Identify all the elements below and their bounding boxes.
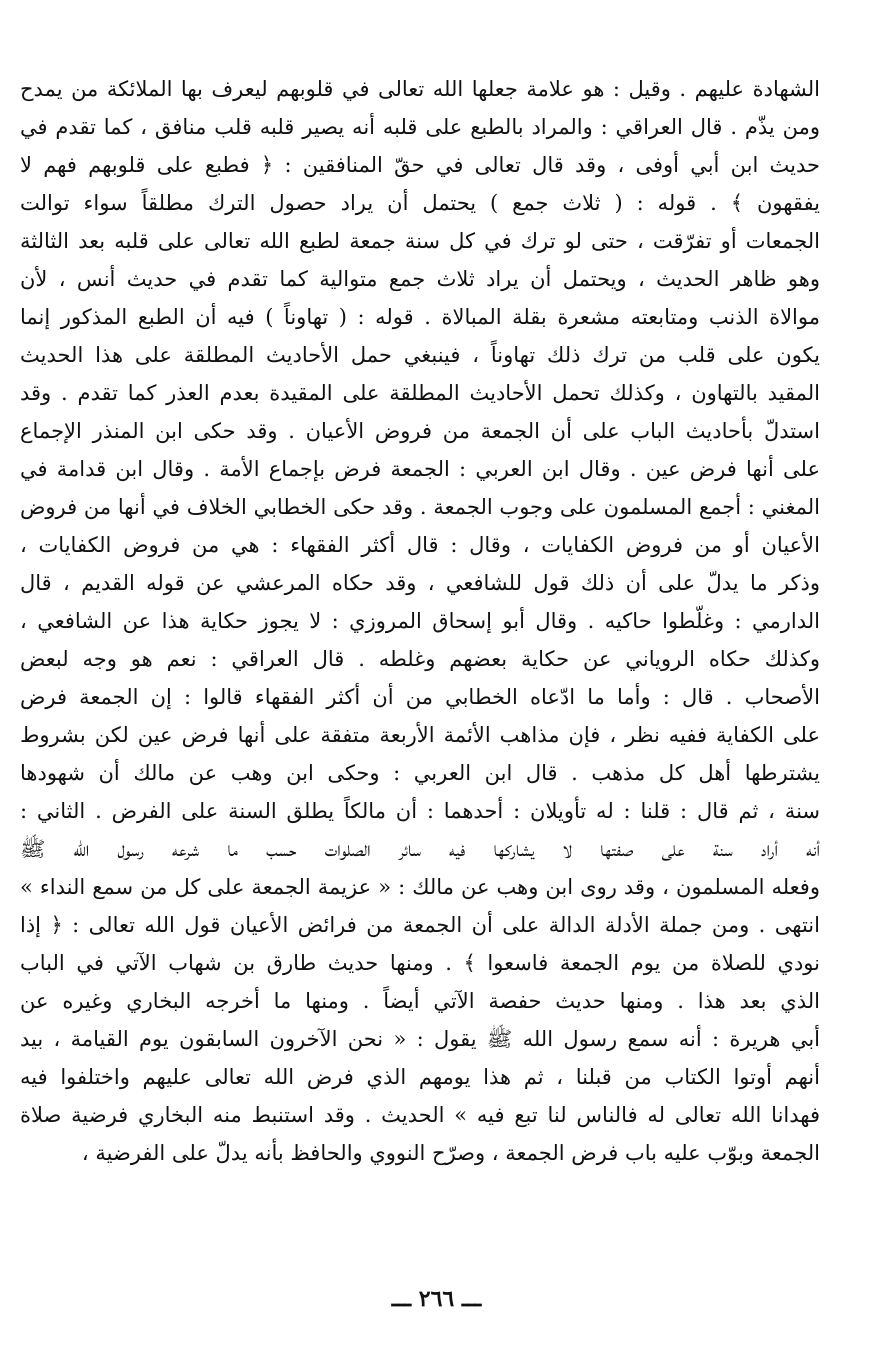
body-text bbox=[20, 70, 820, 1172]
text-line: الدارمي : وغلّطوا حاكيه . وقال أبو إسحاق المروزي : لا يجوز حكاية هذا عن الشافعي ، bbox=[20, 609, 820, 633]
text-line: المغني : أجمع المسلمون على وجوب الجمعة . وقد حكى الخطابي الخلاف في أنها من فروض bbox=[20, 495, 820, 519]
text-line: سنة ، ثم قال : قلنا : له تأويلان : أحدهما : أن مالكاً يطلق السنة على الفرض . الثاني : bbox=[20, 799, 820, 823]
text-line: الجمعة وبوّب عليه باب فرض الجمعة ، وصرّح النووي والحافظ بأنه يدلّ على الفرضية ، bbox=[81, 1141, 820, 1165]
text-line: يفقهون ﴾ . قوله : ( ثلاث جمع ) يحتمل أن يراد حصول الترك مطلقاً سواء توالت bbox=[20, 191, 820, 215]
text-line: يكون على قلب من ترك ذلك تهاوناً ، فينبغي حمل الأحاديث المطلقة على هذا الحديث bbox=[20, 343, 820, 367]
text-line: أنهم أوتوا الكتاب من قبلنا ، ثم هذا يومهم الذي فرض الله تعالى عليهم واختلفوا فيه bbox=[20, 1065, 820, 1089]
text-line: الأصحاب . قال : وأما ما ادّعاه الخطابي من أن أكثر الفقهاء قالوا : إن الجمعة فرض bbox=[20, 685, 820, 709]
text-line: نودي للصلاة من يوم الجمعة فاسعوا ﴾ . ومنها حديث طارق بن شهاب الآتي في الباب bbox=[20, 951, 820, 975]
text-line: على الكفاية ففيه نظر ، فإن مذاهب الأئمة الأربعة متفقة على أنها فرض عين لكن بشروط bbox=[20, 723, 820, 747]
text-line: الشهادة عليهم . وقيل : هو علامة جعلها الله تعالى في قلوبهم ليعرف بها الملائكة من يمدح bbox=[20, 77, 820, 101]
text-line: الذي بعد هذا . ومنها حديث حفصة الآتي أيضاً . ومنها ما أخرجه البخاري وغيره عن bbox=[20, 989, 820, 1013]
text-line: وهو ظاهر الحديث ، ويحتمل أن يراد ثلاث جمع متوالية كما تقدم في حديث أنس ، لأن bbox=[20, 267, 820, 291]
text-line: ومن يذّم . قال العراقي : والمراد بالطبع على قلبه أنه يصير قلبه قلب منافق ، كما تقدم في bbox=[20, 115, 820, 139]
page-number: ـــ ٢٦٦ ـــ bbox=[391, 1286, 482, 1312]
text-line: الأعيان أو من فروض الكفايات ، وقال : قال أكثر الفقهاء : هي من فروض الكفايات ، bbox=[20, 533, 820, 557]
text-line: أبي هريرة : أنه سمع رسول الله ﷺ يقول : « نحن الآخرون السابقون يوم القيامة ، بيد bbox=[20, 1027, 820, 1051]
text-line: على أنها فرض عين . وقال ابن العربي : الجمعة فرض بإجماع الأمة . وقال ابن قدامة في bbox=[20, 457, 820, 481]
text-line: استدلّ بأحاديث الباب على أن الجمعة من فروض الأعيان . وقد حكى ابن المنذر الإجماع bbox=[20, 419, 820, 443]
text-line: الجمعات أو تفرّقت ، حتى لو ترك في كل سنة جمعة لطبع الله تعالى على قلبه بعد الثالثة bbox=[20, 229, 820, 253]
text-line: حديث ابن أبي أوفى ، وقد قال تعالى في حقّ المنافقين : ﴿ فطبع على قلوبهم فهم لا bbox=[20, 153, 820, 177]
text-line: أنه أراد سنة على صفتها لا يشاركها فيه سائر الصلوات حسب ما شرعه رسول الله ﷺ bbox=[20, 837, 820, 861]
text-line: وكذلك حكاه الروياني عن حكاية بعضهم وغلطه . قال العراقي : نعم هو وجه لبعض bbox=[20, 647, 820, 671]
text-line: وفعله المسلمون ، وقد روى ابن وهب عن مالك : « عزيمة الجمعة على كل من سمع النداء » bbox=[20, 875, 820, 899]
text-line: موالاة الذنب ومتابعته مشعرة بقلة المبالاة . قوله : ( تهاوناً ) فيه أن الطبع المذكور إنما bbox=[20, 305, 820, 329]
text-line: وذكر ما يدلّ على أن ذلك قول للشافعي ، وقد حكاه المرعشي عن قوله القديم ، قال bbox=[20, 571, 820, 595]
text-line: يشترطها أهل كل مذهب . قال ابن العربي : وحكى ابن وهب عن مالك أن شهودها bbox=[20, 761, 820, 785]
text-line: فهدانا الله تعالى له فالناس لنا تبع فيه » الحديث . وقد استنبط منه البخاري فرضية صلاة bbox=[20, 1103, 820, 1127]
text-line: انتهى . ومن جملة الأدلة الدالة على أن الجمعة من فرائض الأعيان قول الله تعالى : ﴿ إذا bbox=[20, 913, 820, 937]
text-line: المقيد بالتهاون ، وكذلك تحمل الأحاديث المطلقة على المقيدة بعدم العذر كما تقدم . وقد bbox=[20, 381, 820, 405]
